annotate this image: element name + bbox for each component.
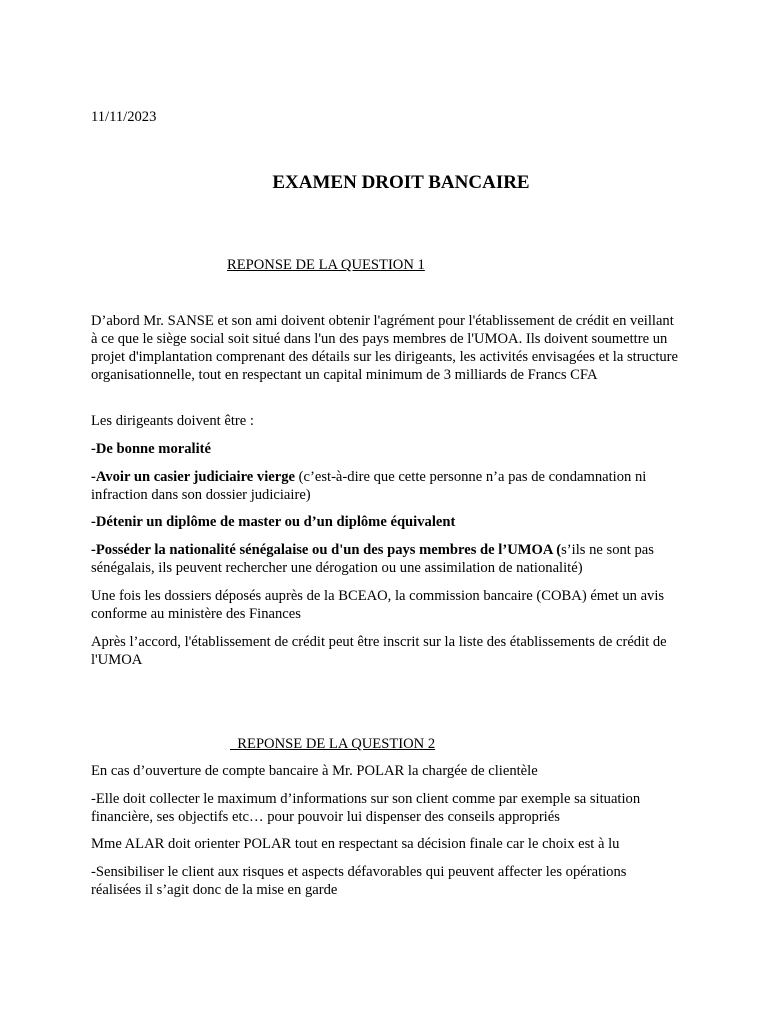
requirement-nationality-label: -Posséder la nationalité sénégalaise ou d'un des pays membres de l’UMOA (	[91, 542, 562, 558]
section-1-intro-paragraph: D’abord Mr. SANSE et son ami doivent obtenir l'agrément pour l'établissement de crédit en veillant à ce que le siège social soit situé dans l'un des pays membres de l'UMOA. Ils doivent soumettre un projet d'implantation comprenant des détails sur les dirigeants, les activités envisagées et la structure organisationnelle, tout en respectant un capital minimum de 3 milliards de Francs CFA	[91, 313, 679, 383]
collect-information-paragraph: -Elle doit collecter le maximum d’informations sur son client comme par exemple sa situation financière, ses objectifs etc… pour pouvoir lui dispenser des conseils appropriés	[91, 791, 641, 825]
requirement-criminal-record-detail: (c’est-à-dire que cette personne n’a pas de condamnation ni infraction dans son dossier judiciaire)	[91, 469, 647, 503]
section-2-heading: REPONSE DE LA QUESTION 2	[230, 736, 436, 752]
accord-paragraph: Après l’accord, l'établissement de crédit peut être inscrit sur la liste des établissements de crédit de l'UMOA	[91, 634, 667, 668]
risk-awareness-paragraph: -Sensibiliser le client aux risques et aspects défavorables qui peuvent affecter les opérations réalisées il s’agit donc de la mise en garde	[91, 864, 627, 898]
section-1-heading: REPONSE DE LA QUESTION 1	[227, 257, 425, 273]
bceao-paragraph: Une fois les dossiers déposés auprès de la BCEAO, la commission bancaire (COBA) émet un avis conforme au ministère des Finances	[91, 588, 665, 622]
document-title: EXAMEN DROIT BANCAIRE	[272, 172, 530, 193]
requirement-nationality	[91, 541, 679, 577]
requirement-diploma: -Détenir un diplôme de master ou d’un diplôme équivalent	[91, 514, 456, 530]
requirement-criminal-record	[91, 468, 679, 504]
leaders-requirements-intro: Les dirigeants doivent être :	[91, 413, 254, 429]
requirement-nationality-detail: s’ils ne sont pas sénégalais, ils peuvent rechercher une dérogation ou une assimilation de nationalité)	[91, 542, 654, 576]
requirement-criminal-record-label: -Avoir un casier judiciaire vierge	[91, 469, 296, 485]
requirement-morality: -De bonne moralité	[91, 441, 211, 457]
account-opening-paragraph: En cas d’ouverture de compte bancaire à Mr. POLAR la chargée de clientèle	[91, 763, 538, 779]
document-date: 11/11/2023	[91, 109, 157, 125]
alar-orientation-paragraph: Mme ALAR doit orienter POLAR tout en respectant sa décision finale car le choix est à lu	[91, 836, 620, 852]
